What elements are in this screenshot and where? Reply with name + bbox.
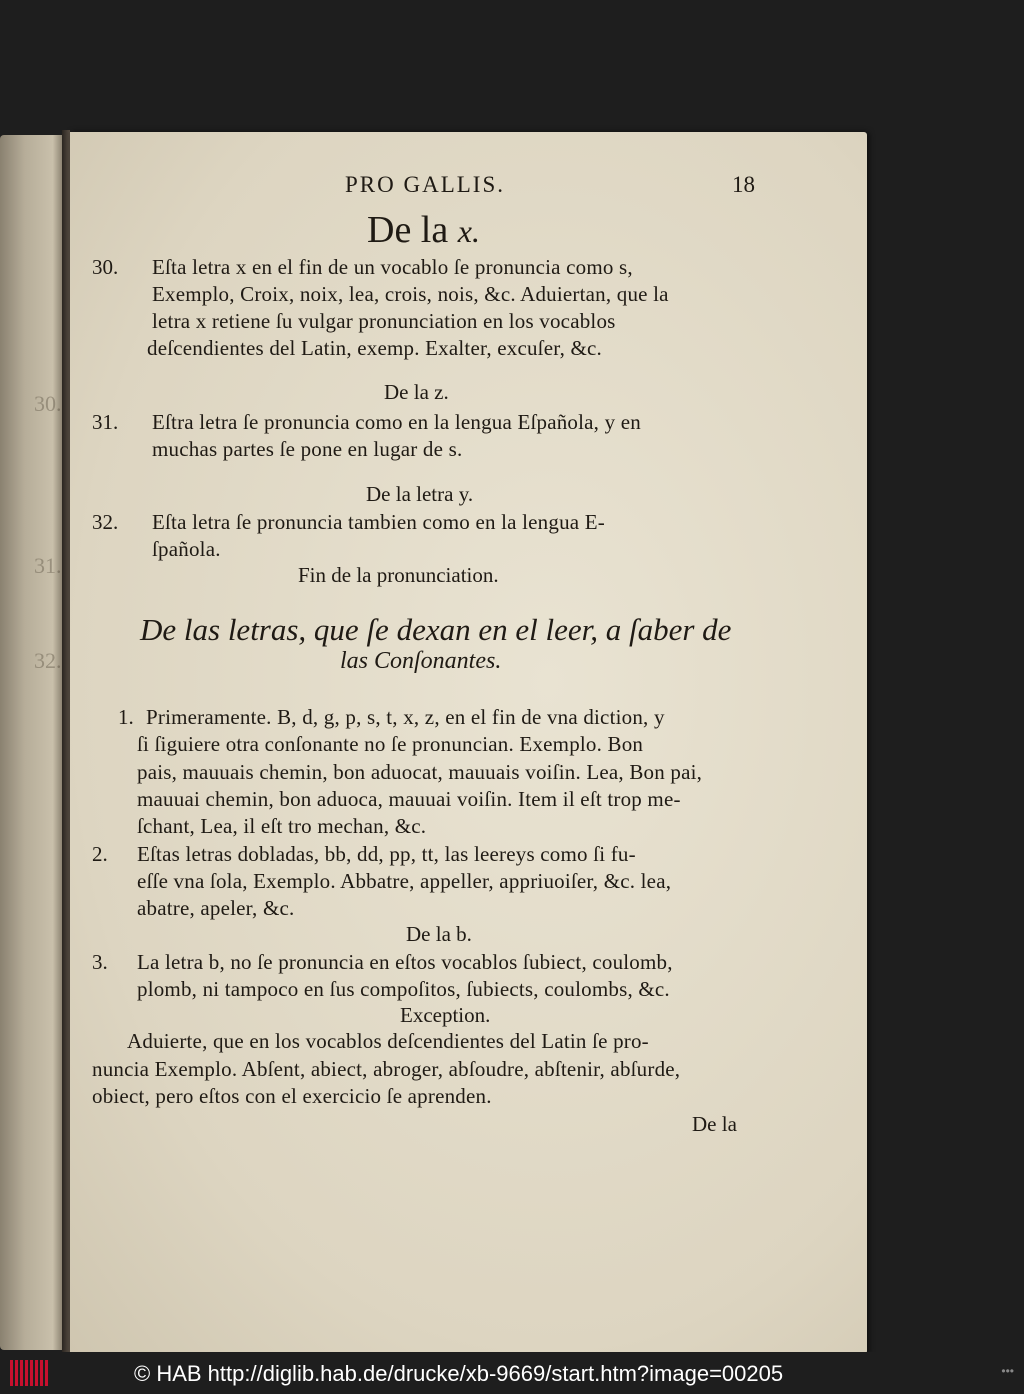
paragraph-line: Eſtra letra ſe pronuncia como en la lengua Eſpañola, y en: [152, 410, 641, 434]
item-line: plomb, ni tampoco en ſus compoſitos, ſubiects, coulombs, &c.: [137, 977, 670, 1001]
paragraph-line: Exemplo, Croix, noix, lea, crois, nois, &c. Aduiertan, que la: [152, 282, 669, 306]
paragraph-line: muchas partes ſe pone en lugar de s.: [152, 437, 463, 461]
book-gutter: [62, 130, 70, 1355]
chapter-title-line: las Conſonantes.: [340, 648, 502, 674]
item-line: ſi ſiguiere otra conſonante no ſe pronuncian. Exemplo. Bon: [137, 732, 644, 756]
item-line: ſchant, Lea, il eſt tro mechan, &c.: [137, 814, 427, 838]
exception-title: Exception.: [400, 1003, 491, 1027]
exception-line: obiect, pero eſtos con el exercicio ſe aprenden.: [92, 1084, 492, 1108]
ghost-text: 31.: [34, 553, 62, 578]
page-number: 18: [732, 172, 755, 197]
hab-logo-icon: [10, 1360, 48, 1386]
item-line: mauuai chemin, bon aduoca, mauuai voiſin. Item il eſt trop me-: [137, 787, 681, 811]
corner-dots-icon: •••: [1001, 1364, 1014, 1378]
paragraph-number: 31.: [92, 410, 119, 434]
item-number: 2.: [92, 842, 108, 866]
item-line: pais, mauuais chemin, bon aduocat, mauuais voiſin. Lea, Bon pai,: [137, 760, 703, 784]
section-title-x-letter: x.: [457, 213, 480, 249]
paragraph-number: 32.: [92, 510, 119, 534]
item-line: abatre, apeler, &c.: [137, 896, 295, 920]
ghost-text: 32.: [34, 648, 62, 673]
section-title-b: De la b.: [406, 922, 472, 946]
chapter-title-line: De las letras, que ſe dexan en el leer, a ſaber de: [140, 612, 732, 647]
end-of-pronunciation: Fin de la pronunciation.: [298, 563, 499, 587]
catchword: De la: [692, 1112, 737, 1136]
exception-line: Aduierte, que en los vocablos deſcendientes del Latin ſe pro-: [127, 1029, 649, 1053]
section-title-x-text: De la: [367, 209, 449, 251]
copyright-url: © HAB http://diglib.hab.de/drucke/xb-9669/start.htm?image=00205: [134, 1361, 784, 1386]
section-title-y: De la letra y.: [366, 482, 474, 506]
paragraph-line: Eſta letra x en el fin de un vocablo ſe pronuncia como s,: [152, 255, 633, 279]
item-line: eſſe vna ſola, Exemplo. Abbatre, appeller, appriuoiſer, &c. lea,: [137, 869, 672, 893]
footer-bar: [0, 1352, 1024, 1394]
running-head: PRO GALLIS.: [345, 172, 506, 197]
facing-page-edge: [0, 135, 62, 1350]
paragraph-line: deſcendientes del Latin, exemp. Exalter, excuſer, &c.: [147, 336, 602, 360]
item-line: Primeramente. B, d, g, p, s, t, x, z, en el fin de vna diction, y: [146, 705, 665, 729]
paragraph-number: 30.: [92, 255, 119, 279]
section-title-x: [367, 208, 480, 252]
paragraph-line: ſpañola.: [152, 537, 221, 561]
item-number: 1.: [118, 705, 134, 729]
ghost-text: 30.: [34, 391, 62, 416]
item-line: La letra b, no ſe pronuncia en eſtos vocablos ſubiect, coulomb,: [137, 950, 673, 974]
paragraph-line: letra x retiene ſu vulgar pronunciation en los vocablos: [152, 309, 616, 333]
section-title-z: De la z.: [384, 380, 449, 404]
exception-line: nuncia Exemplo. Abſent, abiect, abroger, abſoudre, abſtenir, abſurde,: [92, 1057, 681, 1081]
item-line: Eſtas letras dobladas, bb, dd, pp, tt, las leereys como ſi fu-: [137, 842, 636, 866]
paragraph-line: Eſta letra ſe pronuncia tambien como en la lengua E-: [152, 510, 605, 534]
item-number: 3.: [92, 950, 108, 974]
